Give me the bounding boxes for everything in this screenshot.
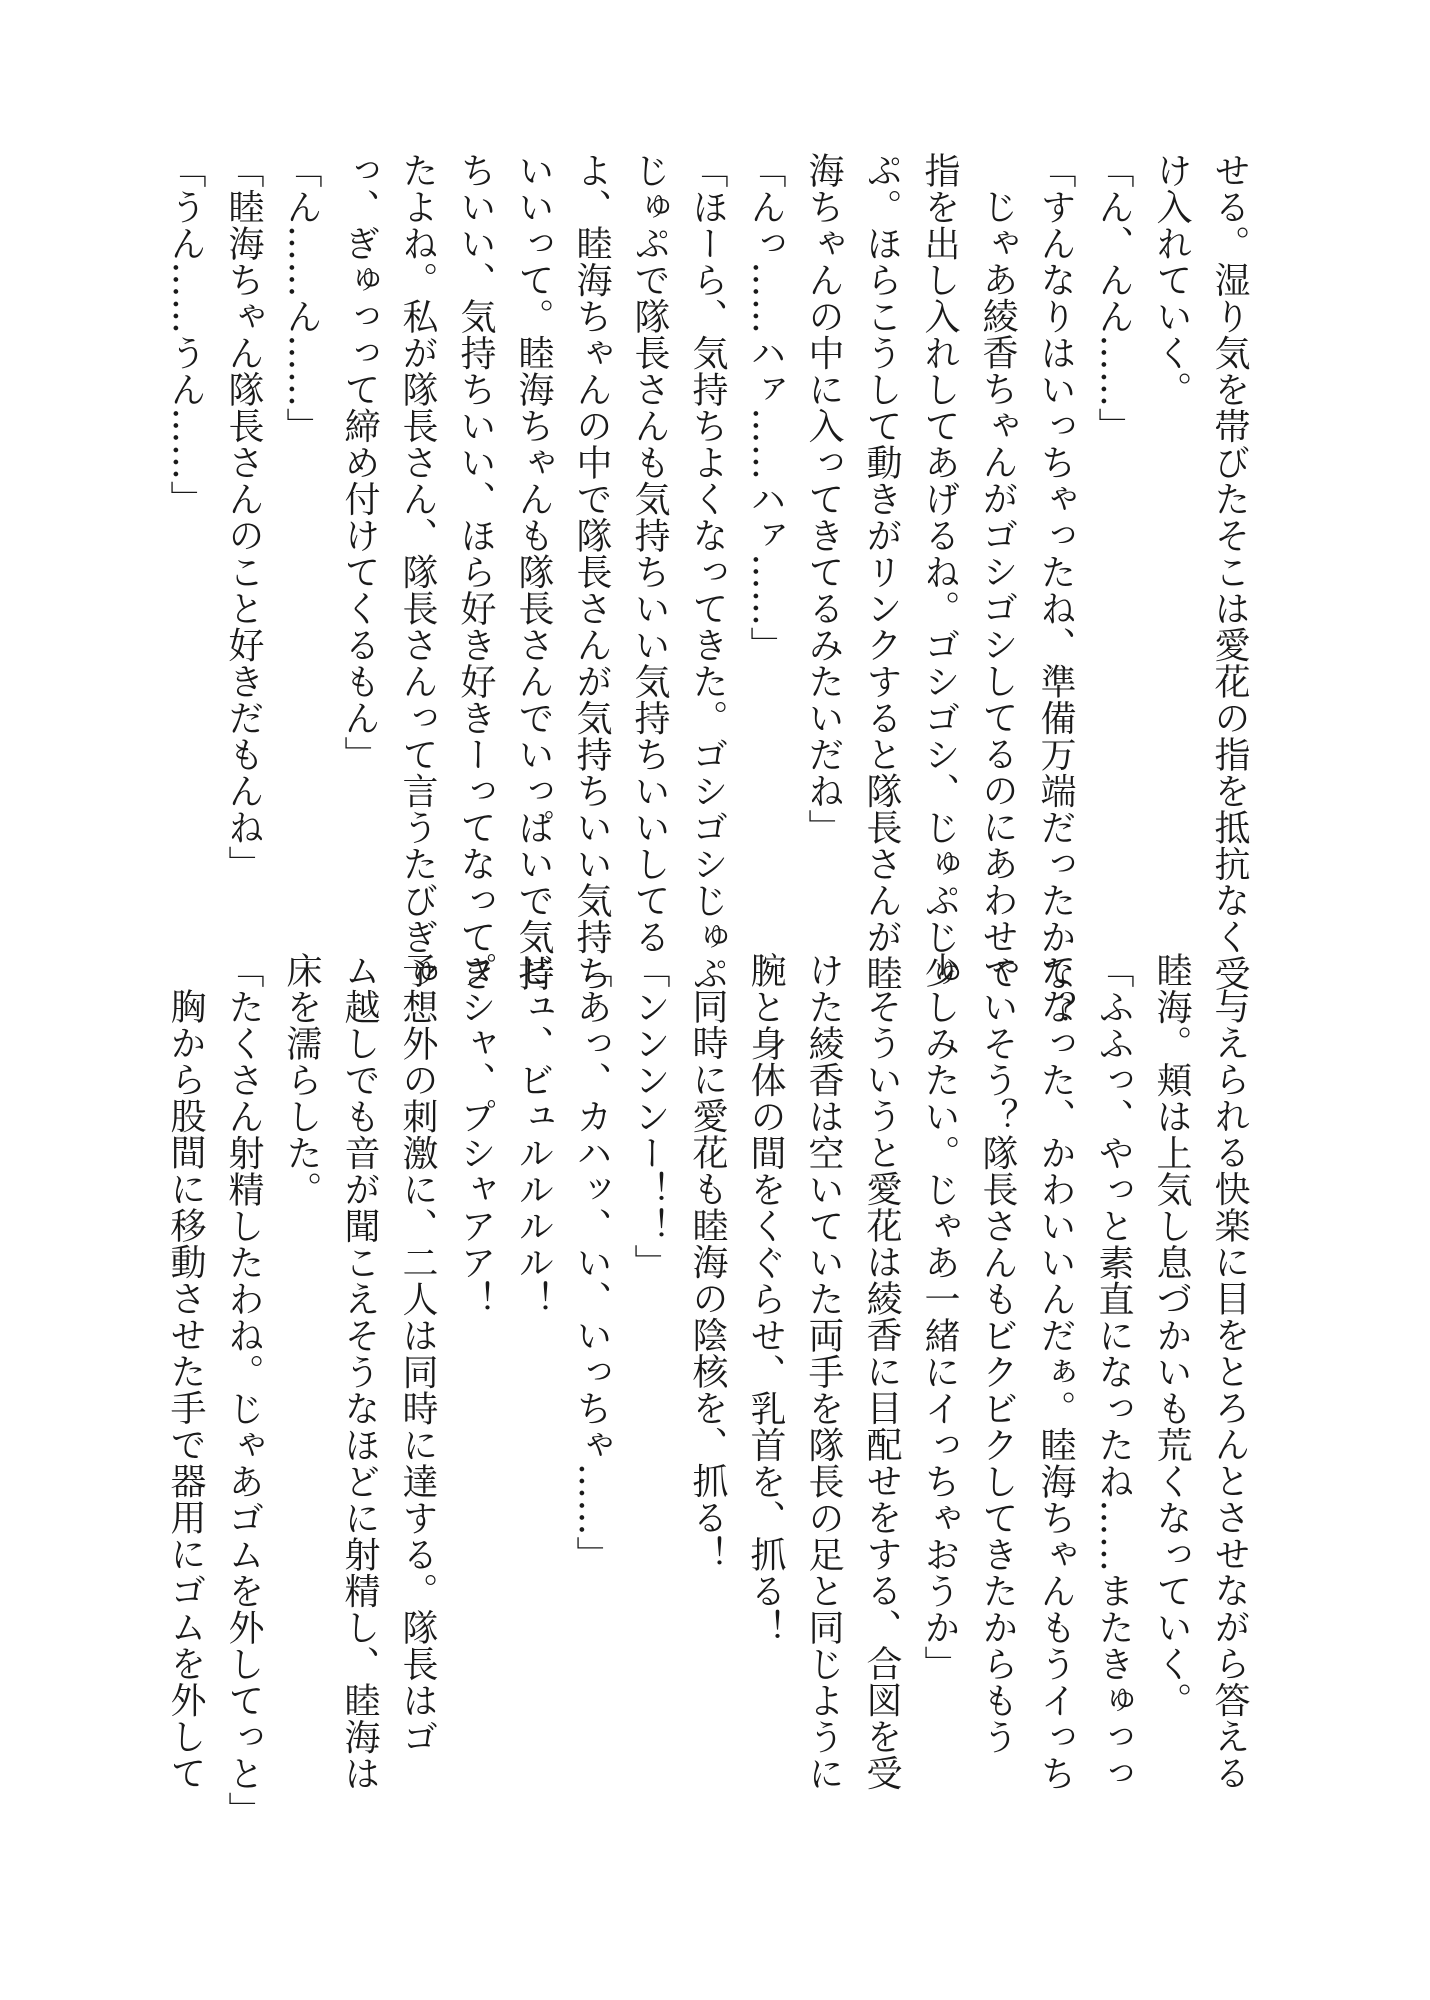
text-column: じゃあ綾香ちゃんがゴシゴシしてるのにあわせて: [977, 188, 1018, 991]
text-column: 「うん……うん……」: [165, 152, 206, 517]
text-column: よ、睦海ちゃんの中で隊長さんが気持ちいい気持ち: [571, 152, 612, 992]
text-column: いいって。睦海ちゃんも隊長さんでいっぱいで気持: [513, 152, 554, 992]
text-block-top: [156, 152, 1258, 1028]
text-column: プシャ、プシャアア！: [455, 952, 496, 1317]
text-column: たよね。私が隊長さん、隊長さんって言うたびぎゅ: [397, 152, 438, 992]
text-column: け入れていく。: [1151, 152, 1192, 408]
text-column: じゅぷで隊長さんも気持ちいい気持ちいいしてる: [629, 152, 670, 955]
text-column: 床を濡らした。: [281, 952, 322, 1208]
text-column: っ、ぎゅっって締め付けてくるもん」: [339, 152, 380, 773]
text-column: そういうと愛花は綾香に目配せをする、合図を受: [861, 988, 902, 1791]
text-column: 「ん……ん……」: [281, 152, 322, 444]
text-column: 「すんなりはいっちゃったね、準備万端だったかな？: [1035, 152, 1076, 1028]
text-column: 「あっ、カハッ、い、いっちゃ……」: [571, 952, 612, 1573]
text-column: 「ふふっ、やっと素直になったね……またきゅっっ: [1093, 952, 1134, 1792]
text-column: 「ん、んん……」: [1093, 152, 1134, 444]
text-column: 睦海。頬は上気し息づかいも荒くなっていく。: [1151, 952, 1192, 1719]
text-column: 「ほーら、気持ちよくなってきた。ゴシゴシじゅぷ: [687, 152, 728, 992]
text-column: 少しみたい。じゃあ一緒にイっちゃおうか」: [919, 952, 960, 1682]
text-column: ちいい、気持ちいい、ほら好き好きーってなってき: [455, 152, 496, 992]
text-column: 「ンンンンー！！」: [629, 952, 670, 1281]
text-column: 海ちゃんの中に入ってきてるみたいだね」: [803, 152, 844, 846]
text-column: けた綾香は空いていた両手を隊長の足と同じように: [803, 952, 844, 1792]
text-column: 「睦海ちゃん隊長さんのこと好きだもんね」: [223, 152, 264, 882]
text-block-bottom: [156, 952, 1258, 1828]
text-column: 与えられる快楽に目をとろんとさせながら答える: [1209, 988, 1250, 1791]
text-column: 予想外の刺激に、二人は同時に達する。隊長はゴ: [397, 952, 438, 1755]
text-column: ム越しでも音が聞こえそうなほどに射精し、睦海は: [339, 952, 380, 1792]
text-column: 腕と身体の間をくぐらせ、乳首を、抓る！: [745, 952, 786, 1646]
text-column: ビュ、ビュルルルル！: [513, 952, 554, 1317]
text-column: せる。湿り気を帯びたそこは愛花の指を抵抗なく受: [1209, 152, 1250, 992]
text-column: 指を出し入れしてあげるね。ゴシゴシ、じゅぷじゅ: [919, 152, 960, 992]
text-column: 胸から股間に移動させた手で器用にゴムを外して: [165, 988, 206, 1791]
text-column: ゃいそう？隊長さんもビクビクしてきたからもう: [977, 952, 1018, 1755]
text-column: てなった、かわいいんだぁ。睦海ちゃんもうイっち: [1035, 952, 1076, 1792]
text-column: ぷ。ほらこうして動きがリンクすると隊長さんが睦: [861, 152, 902, 992]
text-column: 「たくさん射精したわね。じゃあゴムを外してっと」: [223, 952, 264, 1828]
text-column: 同時に愛花も睦海の陰核を、抓る！: [687, 988, 728, 1572]
text-column: 「んっ……ハァ……ハァ……」: [745, 152, 786, 663]
